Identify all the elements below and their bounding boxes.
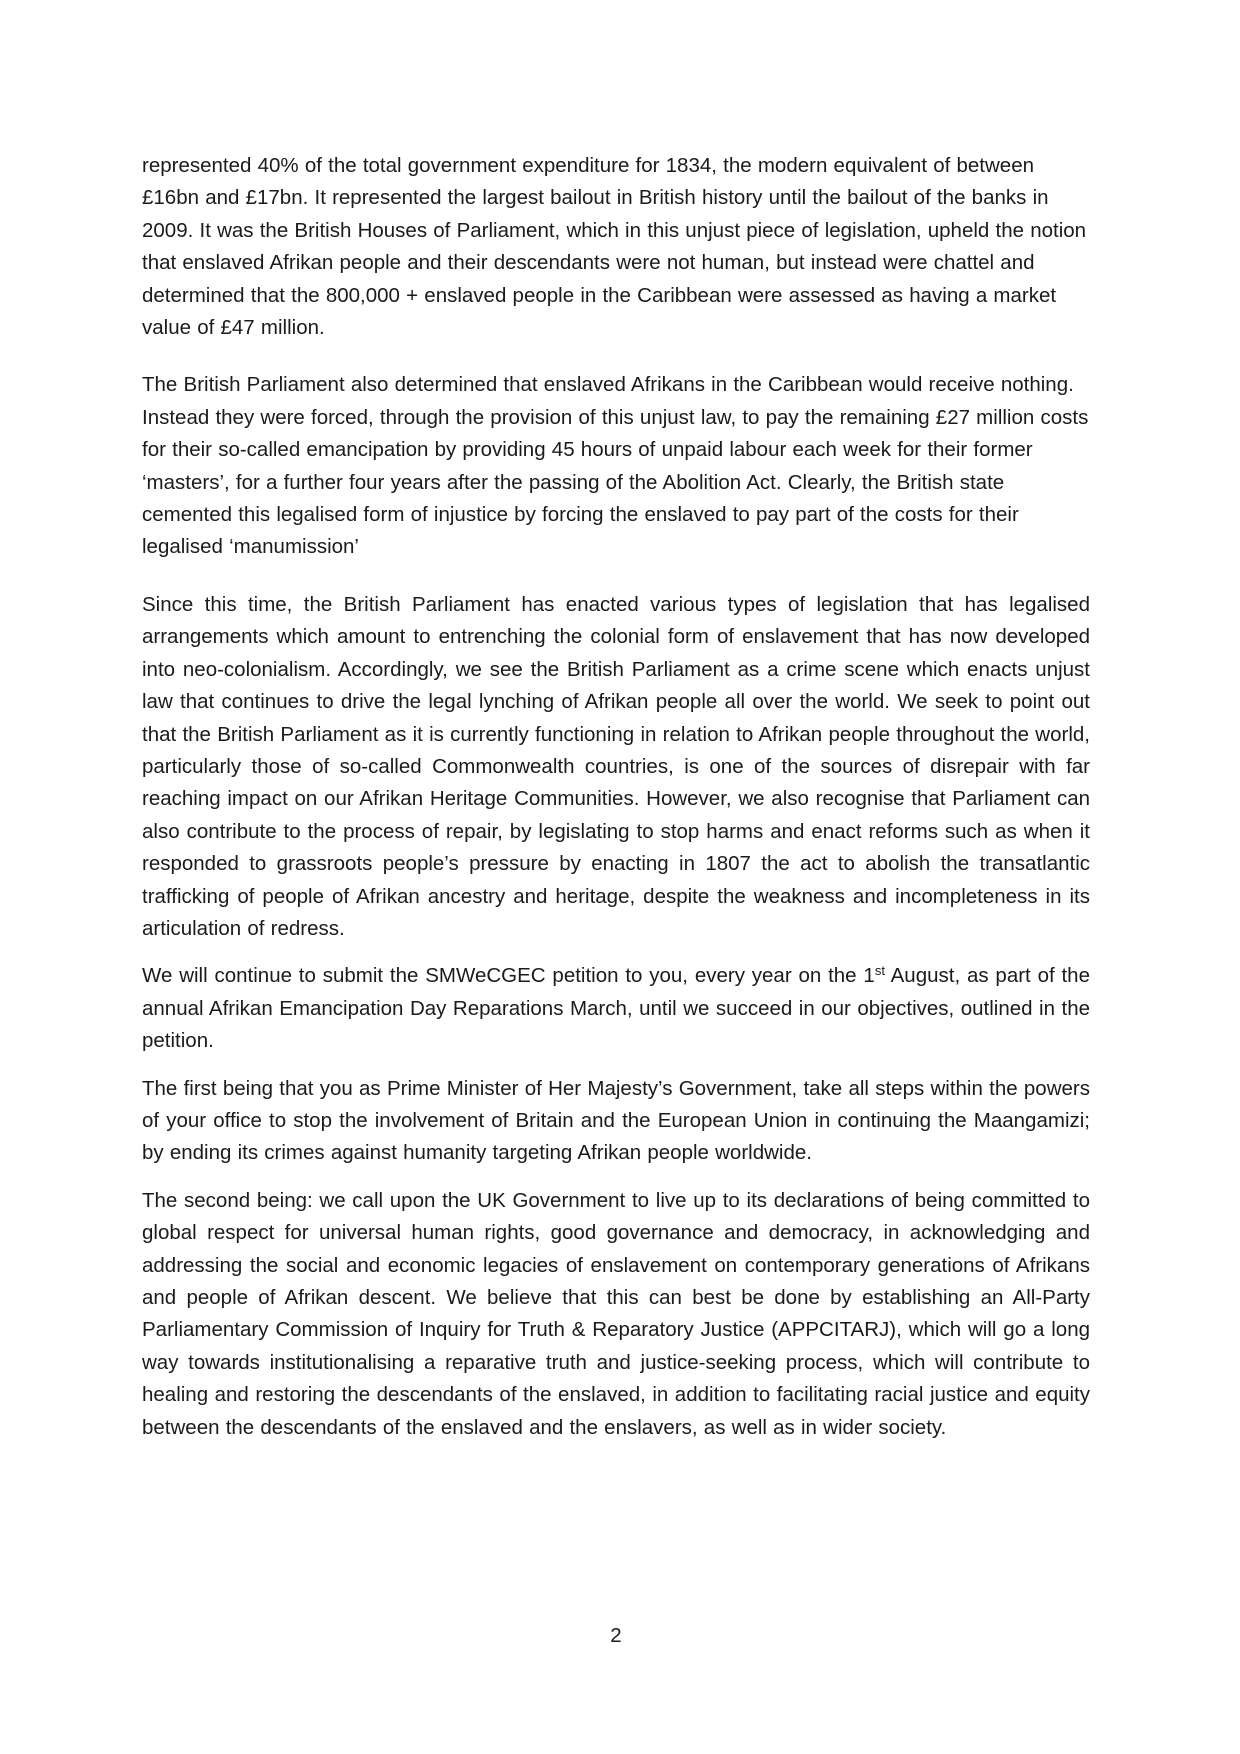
page-number: 2 [610, 1624, 622, 1647]
letter-body [142, 150, 1090, 1444]
paragraph-since-this-time: Since this time, the British Parliament has enacted various types of legislation that has legalised arrangements which amount to entrenching the colonial form of enslavement that has now developed into neo-colonialism. Accordingly, we see the British Parliament as a crime scene which enacts unjust law that continues to drive the legal lynching of Afrikan people all over the world. We seek to point out that the British Parliament as it is currently functioning in relation to Afrikan people throughout the world, particularly those of so-called Commonwealth countries, is one of the sources of disrepair with far reaching impact on our Afrikan Heritage Communities. However, we also recognise that Parliament can also contribute to the process of repair, by legislating to stop harms and enact reforms such as when it responded to grassroots people’s pressure by enacting in 1807 the act to abolish the transatlantic trafficking of people of Afrikan ancestry and heritage, despite the weakness and incompleteness in its articulation of redress. [142, 592, 1090, 940]
paragraph-petition-text-start: We will continue to submit the SMWeCGEC petition to you, every year on the 1 [142, 964, 875, 988]
paragraph-parliament-determined: The British Parliament also determined that enslaved Afrikans in the Caribbean would receive nothing. Instead they were forced, through the provision of this unjust law, to pay the remaining £27 million costs for their so-called emancipation by providing 45 hours of unpaid labour each week for their former ‘masters’, for a further four years after the passing of the Abolition Act. Clearly, the British state cemented this legalised form of injustice by forcing the enslaved to pay part of the costs for their legalised ‘manumission’ [142, 373, 1089, 559]
paragraph-petition-submission [142, 960, 1090, 1057]
ordinal-superscript: st [874, 963, 885, 979]
page-footer [142, 1624, 1090, 1648]
paragraph-second-demand: The second being: we call upon the UK Government to live up to its declarations of being committed to global respect for universal human rights, good governance and democracy, in acknowledging and addressing the social and economic legacies of enslavement on contemporary generations of Afrikans and people of Afrikan descent. We believe that this can best be done by establishing an All-Party Parliamentary Commission of Inquiry for Truth & Reparatory Justice (APPCITARJ), which will go a long way towards institutionalising a reparative truth and justice-seeking process, which will contribute to healing and restoring the descendants of the enslaved, in addition to facilitating racial justice and equity between the descendants of the enslaved and the enslavers, as well as in wider society. [142, 1188, 1090, 1439]
paragraph-bailout: represented 40% of the total government expenditure for 1834, the modern equivalent of between £16bn and £17bn. It represented the largest bailout in British history until the bailout of the banks in 2009. It was the British Houses of Parliament, which in this unjust piece of legislation, upheld the notion that enslaved Afrikan people and their descendants were not human, but instead were chattel and determined that the 800,000 + enslaved people in the Caribbean were assessed as having a market value of £47 million. [142, 154, 1087, 340]
paragraph-first-demand: The first being that you as Prime Minister of Her Majesty’s Government, take all steps within the powers of your office to stop the involvement of Britain and the European Union in continuing the Maangamizi; by ending its crimes against humanity targeting Afrikan people worldwide. [142, 1076, 1090, 1165]
paragraph-petition-text-end: August, as part of the annual Afrikan Emancipation Day Reparations March, until we succeed in our objectives, outlined in the petition. [142, 964, 1090, 1053]
